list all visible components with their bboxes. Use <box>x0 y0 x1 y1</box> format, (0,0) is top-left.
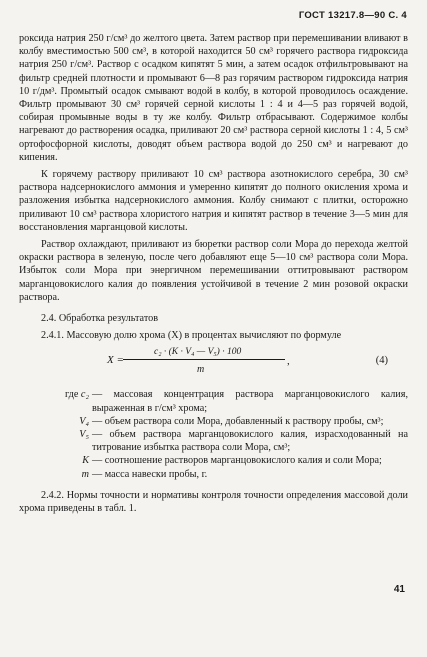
paragraph-4: 2.4.1. Массовую долю хрома (X) в процентах вычисляют по формуле <box>41 330 342 342</box>
definition-row <box>19 428 408 454</box>
definition-symbol: V₅ <box>79 429 89 441</box>
formula-4 <box>19 346 408 382</box>
definition-text: — соотношение растворов марганцовокислого калия и соли Мора; <box>92 455 382 467</box>
formula-denominator: m <box>197 364 205 376</box>
formula-tail: , <box>287 355 290 368</box>
formula-number: (4) <box>375 355 388 367</box>
definition-row <box>19 454 408 467</box>
definition-text: — объем раствора соли Мора, добавленный к раствору пробы, см³; <box>92 415 384 427</box>
definition-text: — масса навески пробы, г. <box>92 468 208 480</box>
definition-symbol: m <box>81 468 89 480</box>
page-number: 41 <box>393 584 405 595</box>
formula-lhs: X = <box>107 354 124 367</box>
paragraph-3: Раствор охлаждают, приливают из бюретки раствор соли Мора до перехода желтой окраски раствора в зеленую, после чего добавляют еще 5—10 см³ раствора соли Мора. Избыток соли Мора при энергичном перемешивании оттитровывают раствором марганцовокислого калия до появления устойчивой в течение 2 мин розовой окраски раствора. <box>19 239 408 303</box>
section-heading: 2.4. Обработка результатов <box>41 313 159 325</box>
paragraph-1: роксида натрия 250 г/см³ до желтого цвета. Затем раствор при перемешивании вливают в колбу вместимостью 500 см³, в которой находится 50 см³ горячего раствора гидроксида натрия 250 г/см³. Раствор с осадком кипятят 5 мин, а затем осадок отфильтровывают на фильтр средней плотности и промывают 6—8 раз горячим раствором гидроксида натрия 10 г/дм³. Промытый осадок смывают водой в колбу, в которой проводилось осаждение. Фильтр промывают 30 см³ горячей серной кислоты 1 : 4 и 4—5 раз горячей водой, собирая промывные воды в ту же колбу. Фильтр отбрасывают. Содержимое колбы нагревают до растворения осадка, приливают 20 см³ раствора серной кислоты 1 : 4, 5 см³ ортофосфорной кислоты, доводят объем раствора водой до 250 см³ и нагревают до кипения. <box>19 33 408 163</box>
definition-prefix: где <box>64 389 81 401</box>
definition-symbol: V₄ <box>79 415 89 427</box>
paragraph-5: 2.4.2. Нормы точности и нормативы контроля точности определения массовой доли хрома приведены в табл. 1. <box>19 489 408 515</box>
definition-row <box>19 388 408 414</box>
page-header: ГОСТ 13217.8—90 С. 4 <box>298 10 407 21</box>
formula-numerator: c₂ · (K · V₄ — V₅) · 100 <box>154 347 242 358</box>
definition-symbol: c₂ <box>80 389 89 401</box>
definition-row <box>19 468 408 481</box>
definition-symbol: K <box>82 455 89 467</box>
paragraph-2: К горячему раствору приливают 10 см³ раствора азотнокислого серебра, 30 см³ раствора надсернокислого аммония и умеренно кипятят до полного окисления хрома и разложения избытка надсернокислого аммония. Колбу снимают с плитки, осторожно приливают 10 см³ раствора хлористого натрия и кипятят раствор в течение 3—5 мин для восстановления марганцовой кислоты. <box>19 169 408 233</box>
definitions-list <box>19 388 408 480</box>
definition-text: — объем раствора марганцовокислого калия, израсходованный на титрование избытка раствора соли Мора, см³; <box>92 429 408 454</box>
fraction-bar <box>123 359 285 360</box>
document-body <box>19 32 408 515</box>
definition-row <box>19 415 408 428</box>
definition-text: — массовая концентрация раствора марганцовокислого калия, выраженная в г/см³ хрома; <box>92 389 408 414</box>
